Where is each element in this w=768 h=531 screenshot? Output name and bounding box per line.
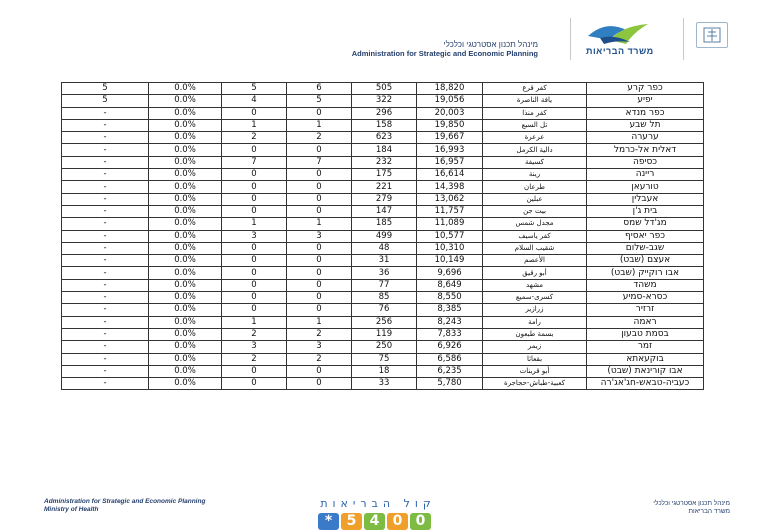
count-col4-cell: 279: [352, 193, 417, 205]
hebrew-name-cell: כעביה-טבאש-חג'אג'רה: [587, 378, 704, 390]
last-value-cell: -: [62, 279, 149, 291]
table-row: [62, 181, 704, 193]
count-col5-cell: 0: [287, 267, 352, 279]
header-divider: [570, 18, 571, 60]
arabic-name-cell: كسرى-سميع: [483, 292, 587, 304]
percent-cell: 0.0%: [149, 107, 222, 119]
state-emblem-icon: [696, 22, 728, 48]
percent-cell: 0.0%: [149, 132, 222, 144]
percent-cell: 0.0%: [149, 218, 222, 230]
last-value-cell: -: [62, 353, 149, 365]
last-value-cell: -: [62, 205, 149, 217]
arabic-name-cell: مشهد: [483, 279, 587, 291]
population-cell: 11,757: [417, 205, 483, 217]
count-col4-cell: 77: [352, 279, 417, 291]
count-col5-cell: 0: [287, 365, 352, 377]
count-col6-cell: 0: [222, 304, 287, 316]
population-cell: 20,003: [417, 107, 483, 119]
count-col6-cell: 2: [222, 328, 287, 340]
population-cell: 11,089: [417, 218, 483, 230]
count-col5-cell: 0: [287, 193, 352, 205]
arabic-name-cell: أبو رقيق: [483, 267, 587, 279]
percent-cell: 0.0%: [149, 95, 222, 107]
arabic-name-cell: أبو قرينات: [483, 365, 587, 377]
last-value-cell: -: [62, 132, 149, 144]
count-col4-cell: 296: [352, 107, 417, 119]
count-col5-cell: 1: [287, 218, 352, 230]
count-col6-cell: 0: [222, 193, 287, 205]
count-col6-cell: 0: [222, 267, 287, 279]
table-row: [62, 95, 704, 107]
count-col6-cell: 3: [222, 230, 287, 242]
footer-ministry-english: Ministry of Health: [44, 505, 99, 513]
table-row: [62, 353, 704, 365]
arabic-name-cell: كفر قرع: [483, 83, 587, 95]
percent-cell: 0.0%: [149, 341, 222, 353]
count-col4-cell: 31: [352, 255, 417, 267]
last-value-cell: -: [62, 144, 149, 156]
arabic-name-cell: دالية الكرمل: [483, 144, 587, 156]
count-col6-cell: 0: [222, 378, 287, 390]
count-col4-cell: 147: [352, 205, 417, 217]
percent-cell: 0.0%: [149, 169, 222, 181]
hebrew-name-cell: כפר קרע: [587, 83, 704, 95]
last-value-cell: -: [62, 316, 149, 328]
percent-cell: 0.0%: [149, 242, 222, 254]
count-col5-cell: 0: [287, 144, 352, 156]
hotline-label: קול הבריאות: [320, 497, 436, 510]
count-col6-cell: 5: [222, 83, 287, 95]
count-col5-cell: 2: [287, 353, 352, 365]
count-col4-cell: 221: [352, 181, 417, 193]
arabic-name-cell: بيت جن: [483, 205, 587, 217]
count-col6-cell: 0: [222, 107, 287, 119]
count-col5-cell: 6: [287, 83, 352, 95]
hebrew-name-cell: משהד: [587, 279, 704, 291]
table-row: [62, 230, 704, 242]
count-col5-cell: 0: [287, 255, 352, 267]
hebrew-name-cell: ריינה: [587, 169, 704, 181]
count-col5-cell: 2: [287, 328, 352, 340]
header-divider-2: [683, 18, 684, 60]
table-row: [62, 119, 704, 131]
table-row: [62, 304, 704, 316]
count-col4-cell: 623: [352, 132, 417, 144]
last-value-cell: -: [62, 242, 149, 254]
count-col6-cell: 2: [222, 353, 287, 365]
count-col4-cell: 184: [352, 144, 417, 156]
count-col6-cell: 3: [222, 341, 287, 353]
last-value-cell: -: [62, 218, 149, 230]
arabic-name-cell: الأعصم: [483, 255, 587, 267]
hebrew-name-cell: תל שבע: [587, 119, 704, 131]
table-row: [62, 279, 704, 291]
footer-ministry-hebrew: משרד הבריאות: [688, 508, 730, 515]
count-col4-cell: 158: [352, 119, 417, 131]
count-col4-cell: 256: [352, 316, 417, 328]
population-cell: 6,926: [417, 341, 483, 353]
population-cell: 16,614: [417, 169, 483, 181]
last-value-cell: -: [62, 169, 149, 181]
hebrew-name-cell: כסיפה: [587, 156, 704, 168]
settlements-table: [61, 82, 704, 390]
count-col5-cell: 7: [287, 156, 352, 168]
footer-admin-hebrew-line1: מינהל תכנון אסטרטגי וכלכלי: [653, 500, 730, 507]
last-value-cell: -: [62, 378, 149, 390]
arabic-name-cell: رامة: [483, 316, 587, 328]
population-cell: 10,577: [417, 230, 483, 242]
header-administration: [318, 40, 538, 58]
hebrew-name-cell: ערערה: [587, 132, 704, 144]
last-value-cell: -: [62, 328, 149, 340]
last-value-cell: -: [62, 365, 149, 377]
arabic-name-cell: بقعاثا: [483, 353, 587, 365]
population-cell: 9,696: [417, 267, 483, 279]
count-col5-cell: 5: [287, 95, 352, 107]
count-col6-cell: 0: [222, 255, 287, 267]
header-admin-hebrew: מינהל תכנון אסטרטגי וכלכלי: [443, 40, 538, 49]
count-col5-cell: 0: [287, 169, 352, 181]
population-cell: 10,149: [417, 255, 483, 267]
hebrew-name-cell: שגב-שלום: [587, 242, 704, 254]
arabic-name-cell: بسمة طبعون: [483, 328, 587, 340]
count-col4-cell: 18: [352, 365, 417, 377]
count-col4-cell: 75: [352, 353, 417, 365]
percent-cell: 0.0%: [149, 230, 222, 242]
hebrew-name-cell: מג'דל שמס: [587, 218, 704, 230]
count-col5-cell: 0: [287, 181, 352, 193]
hebrew-name-cell: אעבלין: [587, 193, 704, 205]
population-cell: 10,310: [417, 242, 483, 254]
arabic-name-cell: رينة: [483, 169, 587, 181]
percent-cell: 0.0%: [149, 119, 222, 131]
percent-cell: 0.0%: [149, 353, 222, 365]
table-row: [62, 218, 704, 230]
population-cell: 19,056: [417, 95, 483, 107]
count-col4-cell: 85: [352, 292, 417, 304]
arabic-name-cell: زيمر: [483, 341, 587, 353]
last-value-cell: -: [62, 156, 149, 168]
header-admin-english: Administration for Strategic and Economic Planning: [351, 49, 538, 58]
population-cell: 5,780: [417, 378, 483, 390]
hebrew-name-cell: זרזיר: [587, 304, 704, 316]
percent-cell: 0.0%: [149, 292, 222, 304]
population-cell: 19,850: [417, 119, 483, 131]
last-value-cell: -: [62, 181, 149, 193]
hotline-digit: 4: [364, 513, 385, 530]
percent-cell: 0.0%: [149, 328, 222, 340]
hebrew-name-cell: יפיע: [587, 95, 704, 107]
last-value-cell: -: [62, 341, 149, 353]
percent-cell: 0.0%: [149, 267, 222, 279]
population-cell: 8,550: [417, 292, 483, 304]
count-col5-cell: 0: [287, 242, 352, 254]
count-col4-cell: 36: [352, 267, 417, 279]
count-col4-cell: 185: [352, 218, 417, 230]
percent-cell: 0.0%: [149, 316, 222, 328]
table-row: [62, 193, 704, 205]
percent-cell: 0.0%: [149, 83, 222, 95]
arabic-name-cell: كسيفة: [483, 156, 587, 168]
last-value-cell: -: [62, 107, 149, 119]
population-cell: 13,062: [417, 193, 483, 205]
hebrew-name-cell: כפר יאסיף: [587, 230, 704, 242]
hebrew-name-cell: זמר: [587, 341, 704, 353]
arabic-name-cell: مجدل شمس: [483, 218, 587, 230]
count-col6-cell: 0: [222, 169, 287, 181]
last-value-cell: -: [62, 230, 149, 242]
population-cell: 8,649: [417, 279, 483, 291]
count-col6-cell: 0: [222, 292, 287, 304]
table-row: [62, 255, 704, 267]
percent-cell: 0.0%: [149, 255, 222, 267]
percent-cell: 0.0%: [149, 156, 222, 168]
count-col5-cell: 1: [287, 119, 352, 131]
count-col4-cell: 505: [352, 83, 417, 95]
table-row: [62, 292, 704, 304]
count-col6-cell: 0: [222, 242, 287, 254]
count-col5-cell: 0: [287, 378, 352, 390]
table-row: [62, 316, 704, 328]
last-value-cell: -: [62, 119, 149, 131]
count-col5-cell: 3: [287, 341, 352, 353]
last-value-cell: -: [62, 304, 149, 316]
last-value-cell: 5: [62, 83, 149, 95]
arabic-name-cell: طرعان: [483, 181, 587, 193]
hebrew-name-cell: בוקעאתא: [587, 353, 704, 365]
count-col4-cell: 322: [352, 95, 417, 107]
percent-cell: 0.0%: [149, 378, 222, 390]
percent-cell: 0.0%: [149, 181, 222, 193]
count-col4-cell: 499: [352, 230, 417, 242]
hotline-digit: 5: [341, 513, 362, 530]
footer-admin-english-line1: Administration for Strategic and Economic Planning: [44, 498, 206, 505]
population-cell: 14,398: [417, 181, 483, 193]
hotline-digit: 0: [410, 513, 431, 530]
count-col6-cell: 0: [222, 144, 287, 156]
count-col6-cell: 0: [222, 205, 287, 217]
percent-cell: 0.0%: [149, 205, 222, 217]
last-value-cell: -: [62, 267, 149, 279]
hotline-number: [318, 513, 431, 530]
hebrew-name-cell: טורעאן: [587, 181, 704, 193]
hebrew-name-cell: דאלית אל-כרמל: [587, 144, 704, 156]
count-col4-cell: 76: [352, 304, 417, 316]
count-col6-cell: 7: [222, 156, 287, 168]
count-col5-cell: 3: [287, 230, 352, 242]
count-col6-cell: 1: [222, 316, 287, 328]
arabic-name-cell: عرعرة: [483, 132, 587, 144]
population-cell: 16,957: [417, 156, 483, 168]
last-value-cell: -: [62, 292, 149, 304]
hotline-digit: 0: [387, 513, 408, 530]
population-cell: 6,586: [417, 353, 483, 365]
footer-admin-english: [44, 498, 205, 513]
percent-cell: 0.0%: [149, 144, 222, 156]
arabic-name-cell: كعبية-طباش-حجاجرة: [483, 378, 587, 390]
last-value-cell: 5: [62, 95, 149, 107]
count-col4-cell: 48: [352, 242, 417, 254]
table-row: [62, 169, 704, 181]
count-col6-cell: 1: [222, 119, 287, 131]
table-row: [62, 365, 704, 377]
count-col5-cell: 2: [287, 132, 352, 144]
percent-cell: 0.0%: [149, 193, 222, 205]
percent-cell: 0.0%: [149, 279, 222, 291]
table-row: [62, 144, 704, 156]
count-col4-cell: 119: [352, 328, 417, 340]
count-col5-cell: 0: [287, 292, 352, 304]
last-value-cell: -: [62, 255, 149, 267]
hebrew-name-cell: אעצם (שבט): [587, 255, 704, 267]
count-col6-cell: 4: [222, 95, 287, 107]
table-row: [62, 242, 704, 254]
count-col4-cell: 232: [352, 156, 417, 168]
population-cell: 6,235: [417, 365, 483, 377]
table-row: [62, 156, 704, 168]
count-col4-cell: 33: [352, 378, 417, 390]
hebrew-name-cell: אבו קורינאת (שבט): [587, 365, 704, 377]
population-cell: 18,820: [417, 83, 483, 95]
arabic-name-cell: كفر ياسيف: [483, 230, 587, 242]
count-col4-cell: 175: [352, 169, 417, 181]
population-cell: 8,243: [417, 316, 483, 328]
count-col5-cell: 0: [287, 107, 352, 119]
population-cell: 7,833: [417, 328, 483, 340]
table-row: [62, 328, 704, 340]
arabic-name-cell: كفر منذا: [483, 107, 587, 119]
arabic-name-cell: شقيب السلام: [483, 242, 587, 254]
percent-cell: 0.0%: [149, 365, 222, 377]
count-col5-cell: 0: [287, 205, 352, 217]
table-row: [62, 378, 704, 390]
ministry-bird-icon: [586, 18, 656, 48]
percent-cell: 0.0%: [149, 304, 222, 316]
table-row: [62, 83, 704, 95]
count-col5-cell: 0: [287, 304, 352, 316]
arabic-name-cell: تل السبع: [483, 119, 587, 131]
count-col6-cell: 0: [222, 365, 287, 377]
hebrew-name-cell: בסמת טבעון: [587, 328, 704, 340]
count-col4-cell: 250: [352, 341, 417, 353]
hebrew-name-cell: כפר מנדא: [587, 107, 704, 119]
count-col6-cell: 1: [222, 218, 287, 230]
count-col6-cell: 0: [222, 181, 287, 193]
hebrew-name-cell: אבו רוקייק (שבט): [587, 267, 704, 279]
ministry-of-health-logo: [586, 18, 670, 60]
arabic-name-cell: زرازير: [483, 304, 587, 316]
count-col5-cell: 1: [287, 316, 352, 328]
arabic-name-cell: عبلين: [483, 193, 587, 205]
table-row: [62, 341, 704, 353]
footer-admin-hebrew: [600, 500, 730, 516]
hebrew-name-cell: ראמה: [587, 316, 704, 328]
hebrew-name-cell: בית ג'ן: [587, 205, 704, 217]
table-row: [62, 205, 704, 217]
table-row: [62, 107, 704, 119]
ministry-logo-text: משרד הבריאות: [586, 46, 654, 56]
table-row: [62, 267, 704, 279]
arabic-name-cell: يافة الناصرة: [483, 95, 587, 107]
hotline-digit: *: [318, 513, 339, 530]
last-value-cell: -: [62, 193, 149, 205]
table-row: [62, 132, 704, 144]
population-cell: 19,667: [417, 132, 483, 144]
count-col6-cell: 2: [222, 132, 287, 144]
population-cell: 16,993: [417, 144, 483, 156]
count-col5-cell: 0: [287, 279, 352, 291]
population-cell: 8,385: [417, 304, 483, 316]
count-col6-cell: 0: [222, 279, 287, 291]
hebrew-name-cell: כסרא-סמיע: [587, 292, 704, 304]
